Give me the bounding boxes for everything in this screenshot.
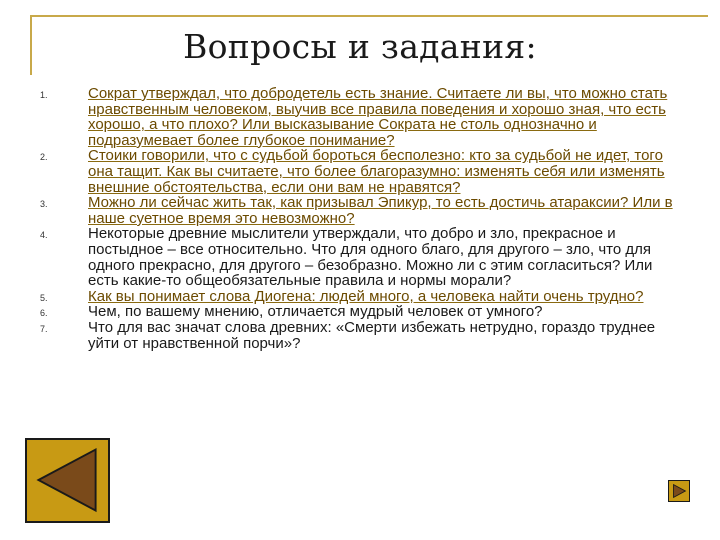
triangle-right-icon — [669, 481, 689, 501]
question-text-6: Чем, по вашему мнению, отличается мудрый человек от умного? — [88, 303, 543, 321]
question-item-2 — [40, 148, 680, 195]
question-number: 5. — [40, 292, 48, 303]
question-number: 4. — [40, 230, 48, 241]
question-text-4: Некоторые древние мыслители утверждали, что добро и зло, прекрасное и постыдное – все относительно. Что для одного благо, для другого – зло, что для одного прекрасно, для другого – безобразно. Можно ли с этим согласиться? Или есть какие-то общеобязательные правила и нормы морали? — [88, 225, 653, 290]
question-list — [40, 86, 680, 351]
previous-slide-button[interactable] — [25, 438, 110, 523]
question-item-3 — [40, 195, 680, 226]
question-number: 2. — [40, 152, 48, 163]
frame-top-line — [30, 15, 708, 17]
question-item-1 — [40, 86, 680, 148]
question-link-1[interactable]: Сократ утверждал, что добродетель есть знание. Считаете ли вы, что можно стать нравственным человеком, выучив все правила поведения и хорошо зная, что есть хорошо, а что плохо? Или высказывание Сократа не столь однозначно и подразумевает более глубокое понимание? — [88, 85, 668, 149]
question-text-7: Что для вас значат слова древних: «Смерти избежать нетрудно, гораздо труднее уйти от нравственной порчи»? — [88, 318, 656, 352]
triangle-left-icon — [27, 440, 108, 521]
question-item-5 — [40, 289, 680, 305]
question-number: 1. — [40, 90, 48, 100]
next-slide-button[interactable] — [668, 480, 690, 502]
question-item-4 — [40, 226, 680, 288]
slide-title: Вопросы и задания: — [183, 27, 537, 66]
question-number: 6. — [40, 308, 48, 319]
question-item-6 — [40, 304, 680, 320]
question-link-2[interactable]: Стоики говорили, что с судьбой бороться бесполезно: кто за судьбой не идет, того она тащит. Как вы считаете, что более благоразумно: изменять себя или изменять внешние обстоятельства, если они вам не нравятся? — [88, 147, 665, 196]
question-item-7 — [40, 320, 680, 351]
question-number: 3. — [40, 199, 48, 210]
question-number: 7. — [40, 323, 48, 334]
question-link-5[interactable]: Как вы понимает слова Диогена: людей много, а человека найти очень трудно? — [88, 287, 644, 305]
question-link-3[interactable]: Можно ли сейчас жить так, как призывал Эпикур, то есть достичь атараксии? Или в наше суетное время это невозможно? — [88, 194, 673, 227]
